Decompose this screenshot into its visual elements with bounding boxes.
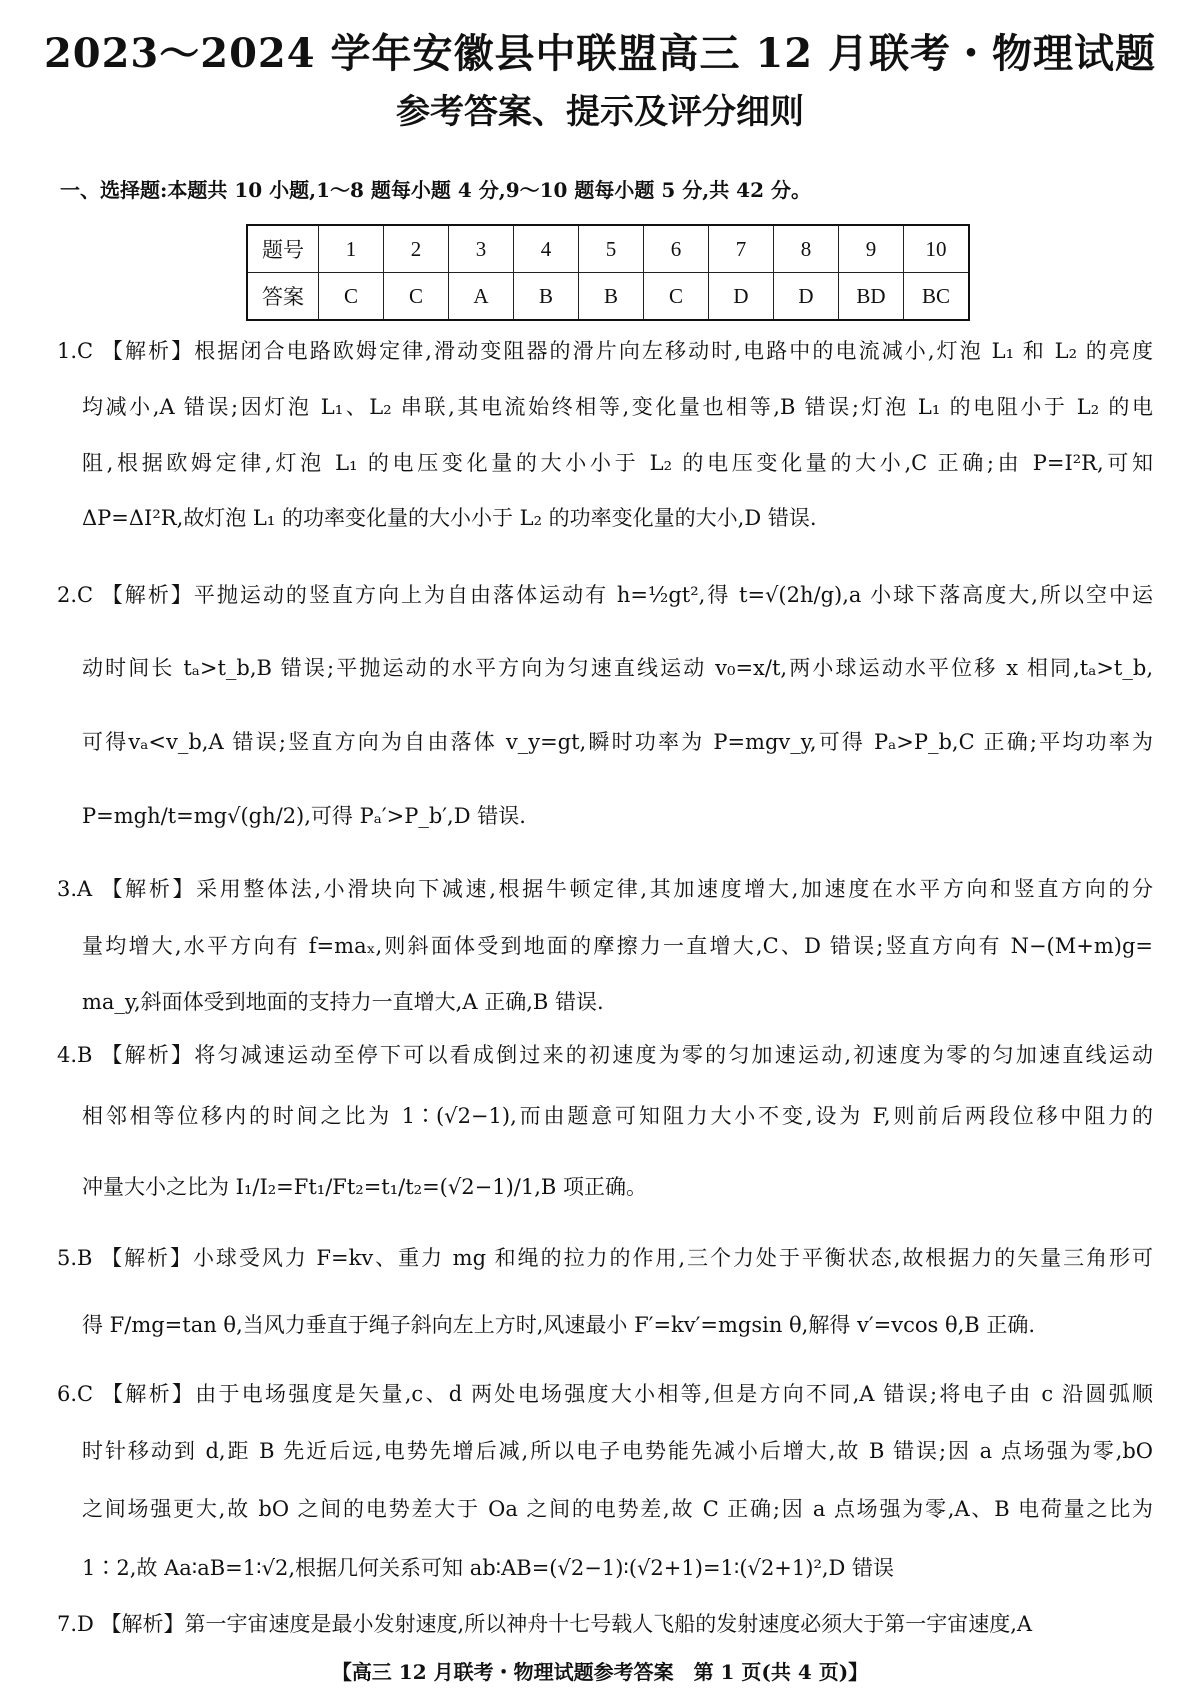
row-header: 题号 xyxy=(247,225,319,273)
text-line: P=mgh/t=mg√(gh/2),可得 Pₐ′>P_b′,D 错误. xyxy=(82,804,526,828)
text-line: 均减小,A 错误;因灯泡 L₁、L₂ 串联,其电流始终相等,变化量也相等,B 错误;灯泡 L₁ 的电阻小于 L₂ 的电 xyxy=(82,395,1153,419)
table-cell: C xyxy=(644,273,709,321)
table-row xyxy=(247,225,969,273)
text-line: 阻,根据欧姆定律,灯泡 L₁ 的电压变化量的大小小于 L₂ 的电压变化量的大小,C 正确;由 P=I²R,可知 xyxy=(82,451,1153,475)
table-cell: 6 xyxy=(644,225,709,273)
table-cell: 5 xyxy=(579,225,644,273)
text-line: ma_y,斜面体受到地面的支持力一直增大,A 正确,B 错误. xyxy=(82,990,604,1014)
document-title: 2023～2024 学年安徽县中联盟高三 12 月联考・物理试题 xyxy=(43,30,1157,77)
table-cell: 1 xyxy=(319,225,384,273)
table-cell: D xyxy=(774,273,839,321)
table-cell: 7 xyxy=(709,225,774,273)
table-cell: 10 xyxy=(904,225,970,273)
table-cell: B xyxy=(579,273,644,321)
text-line: 之间场强更大,故 bO 之间的电势差大于 Oa 之间的电势差,故 C 正确;因 a 点场强为零,A、B 电荷量之比为 xyxy=(82,1497,1153,1521)
table-cell: A xyxy=(449,273,514,321)
section-heading: 一、选择题:本题共 10 小题,1～8 题每小题 4 分,9～10 题每小题 5 分,共 42 分。 xyxy=(60,178,811,202)
table-cell: 9 xyxy=(839,225,904,273)
text-line: 冲量大小之比为 I₁/I₂=Ft₁/Ft₂=t₁/t₂=(√2−1)/1,B 项正确。 xyxy=(82,1175,647,1199)
table-cell: B xyxy=(514,273,579,321)
solution-item-line: 2.C 【解析】平抛运动的竖直方向上为自由落体运动有 h=½gt²,得 t=√(2h/g),a 小球下落高度大,所以空中运 xyxy=(57,583,1153,607)
solution-item-line: 1.C 【解析】根据闭合电路欧姆定律,滑动变阻器的滑片向左移动时,电路中的电流减小,灯泡 L₁ 和 L₂ 的亮度 xyxy=(57,339,1153,363)
text-line: 时针移动到 d,距 B 先近后远,电势先增后减,所以电子电势能先减小后增大,故 B 错误;因 a 点场强为零,bO xyxy=(82,1439,1153,1463)
page-footer: 【高三 12 月联考・物理试题参考答案 第 1 页(共 4 页)】 xyxy=(331,1660,869,1684)
row-header: 答案 xyxy=(247,273,319,321)
solution-item-line: 5.B 【解析】小球受风力 F=kv、重力 mg 和绳的拉力的作用,三个力处于平衡状态,故根据力的矢量三角形可 xyxy=(57,1246,1153,1270)
table-cell: 4 xyxy=(514,225,579,273)
solution-item-line: 3.A 【解析】采用整体法,小滑块向下减速,根据牛顿定律,其加速度增大,加速度在水平方向和竖直方向的分 xyxy=(57,877,1153,901)
table-cell: 2 xyxy=(384,225,449,273)
table-cell: D xyxy=(709,273,774,321)
table-cell: BD xyxy=(839,273,904,321)
table-cell: BC xyxy=(904,273,970,321)
solution-item-line: 6.C 【解析】由于电场强度是矢量,c、d 两处电场强度大小相等,但是方向不同,A 错误;将电子由 c 沿圆弧顺 xyxy=(57,1382,1153,1406)
text-line: 可得vₐ<v_b,A 错误;竖直方向为自由落体 v_y=gt,瞬时功率为 P=mgv_y,可得 Pₐ>P_b,C 正确;平均功率为 xyxy=(82,730,1153,754)
text-line: ΔP=ΔI²R,故灯泡 L₁ 的功率变化量的大小小于 L₂ 的功率变化量的大小,D 错误. xyxy=(82,506,817,530)
text-line: 得 F/mg=tan θ,当风力垂直于绳子斜向左上方时,风速最小 F′=kv′=mgsin θ,解得 v′=vcos θ,B 正确. xyxy=(82,1313,1036,1337)
table-row xyxy=(247,273,969,321)
table-cell: C xyxy=(319,273,384,321)
table-cell: 8 xyxy=(774,225,839,273)
table-cell: C xyxy=(384,273,449,321)
text-line: 相邻相等位移内的时间之比为 1∶(√2−1),而由题意可知阻力大小不变,设为 F,则前后两段位移中阻力的 xyxy=(82,1104,1153,1128)
text-line: 动时间长 tₐ>t_b,B 错误;平抛运动的水平方向为匀速直线运动 v₀=x/t,两小球运动水平位移 x 相同,tₐ>t_b, xyxy=(82,656,1153,680)
answer-table xyxy=(246,224,970,321)
text-line: 1∶2,故 Aa∶aB=1∶√2,根据几何关系可知 ab∶AB=(√2−1)∶(√2+1)=1∶(√2+1)²,D 错误 xyxy=(82,1556,895,1580)
text-line: 量均增大,水平方向有 f=maₓ,则斜面体受到地面的摩擦力一直增大,C、D 错误;竖直方向有 N−(M+m)g= xyxy=(82,934,1153,958)
table-cell: 3 xyxy=(449,225,514,273)
document-subtitle: 参考答案、提示及评分细则 xyxy=(396,92,804,132)
solution-item-line: 7.D 【解析】第一宇宙速度是最小发射速度,所以神舟十七号载人飞船的发射速度必须大于第一宇宙速度,A xyxy=(57,1612,1033,1636)
solution-item-line: 4.B 【解析】将匀减速运动至停下可以看成倒过来的初速度为零的匀加速运动,初速度为零的匀加速直线运动 xyxy=(57,1043,1153,1067)
